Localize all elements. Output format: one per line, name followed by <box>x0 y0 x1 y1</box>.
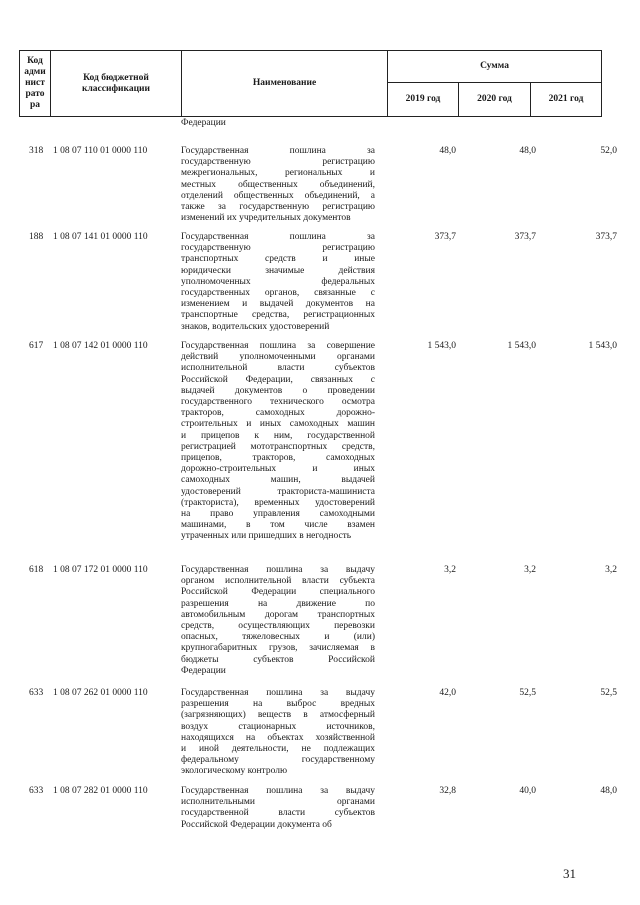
admin-code: 618 <box>29 565 44 575</box>
name-line: удостоверений тракториста-машиниста <box>181 486 375 497</box>
name-line: юридически значимые действия <box>181 265 375 276</box>
name-line: самоходных машин, выдачей <box>181 475 375 486</box>
name-line: органом исполнительной власти субъекта <box>181 576 375 587</box>
value-2019: 42,0 <box>439 688 456 698</box>
name-line: (тракториста), временных удостоверений <box>181 497 375 508</box>
row-name <box>181 565 375 677</box>
name-line: изменений их учредительных документов <box>181 213 351 224</box>
name-line: изменением и выдачей документов на <box>181 299 375 310</box>
name-line: Государственная пошлина за <box>181 146 375 156</box>
budget-code: 1 08 07 172 01 0000 110 <box>53 565 148 575</box>
page-number: 31 <box>563 866 576 881</box>
name-line: на право управления самоходными <box>181 509 375 520</box>
name-line: государственных органов, связанные с <box>181 288 375 299</box>
budget-code: 1 08 07 141 01 0000 110 <box>53 232 148 242</box>
name-line: разрешения на движение по <box>181 598 375 609</box>
name-line: автомобильным дорогам транспортных <box>181 609 375 620</box>
admin-code: 617 <box>29 341 44 351</box>
value-2019: 32,8 <box>439 786 456 796</box>
name-line: Государственная пошлина за совершение <box>181 341 375 351</box>
name-line: Государственная пошлина за выдачу <box>181 565 375 575</box>
header-budget-code: Код бюджетной классификации <box>51 51 182 117</box>
budget-code: 1 08 07 142 01 0000 110 <box>53 341 148 351</box>
row-name <box>181 341 375 543</box>
name-line: государственную регистрацию <box>181 157 375 168</box>
header-name: Наименование <box>182 51 388 117</box>
name-line: тракторов, самоходных дорожно- <box>181 408 375 419</box>
name-line: межрегиональных, региональных и <box>181 168 375 179</box>
value-2020: 1 543,0 <box>507 341 536 351</box>
name-line: действий уполномоченными органами <box>181 352 375 363</box>
name-line: государственную регистрацию <box>181 243 375 254</box>
name-line: Российской Федерации специального <box>181 587 375 598</box>
admin-code: 188 <box>29 232 44 242</box>
name-line: разрешения на выброс вредных <box>181 699 375 710</box>
admin-code: 633 <box>29 688 44 698</box>
name-line: исполнительными органами <box>181 797 375 808</box>
value-2020: 40,0 <box>519 786 536 796</box>
value-2021: 1 543,0 <box>588 341 617 351</box>
value-2021: 52,0 <box>600 146 617 156</box>
name-line: исполнительной власти субъектов <box>181 363 375 374</box>
name-line: опасных, тяжеловесных и (или) <box>181 632 375 643</box>
name-line: местных общественных объединений, <box>181 179 375 190</box>
value-2021: 3,2 <box>605 565 617 575</box>
value-2019: 3,2 <box>444 565 456 575</box>
name-line: выдачей документов о проведении <box>181 385 375 396</box>
name-line: и иной деятельности, не подлежащих <box>181 744 375 755</box>
value-2019: 48,0 <box>439 146 456 156</box>
row-name <box>181 232 375 333</box>
name-line: утраченных или пришедших в негодность <box>181 531 352 542</box>
header-sum: Сумма <box>388 51 602 83</box>
row-name <box>181 146 375 224</box>
name-line: бюджеты субъектов Российской <box>181 654 375 665</box>
name-line: знаков, водительских удостоверений <box>181 321 330 332</box>
header-admin-code: Код адми нист рато ра <box>20 51 51 117</box>
name-line: крупногабаритных грузов, зачисляемая в <box>181 643 375 654</box>
name-line: федеральному государственному <box>181 755 375 766</box>
value-2019: 1 543,0 <box>427 341 456 351</box>
row-name <box>181 688 375 778</box>
name-line: прицепов, тракторов, самоходных <box>181 453 375 464</box>
continuation-text: Федерации <box>181 118 226 128</box>
name-line: Государственная пошлина за <box>181 232 375 242</box>
value-2021: 52,5 <box>600 688 617 698</box>
name-line: дорожно-строительных и иных <box>181 464 375 475</box>
name-line: также за государственную регистрацию <box>181 202 375 213</box>
budget-code: 1 08 07 262 01 0000 110 <box>53 688 148 698</box>
value-2020: 373,7 <box>514 232 536 242</box>
value-2020: 52,5 <box>519 688 536 698</box>
name-line: находящихся на объектах хозяйственной <box>181 732 375 743</box>
admin-code: 318 <box>29 146 44 156</box>
admin-code: 633 <box>29 786 44 796</box>
budget-code: 1 08 07 282 01 0000 110 <box>53 786 148 796</box>
name-line: государственного технического осмотра <box>181 397 375 408</box>
name-line: экологическому контролю <box>181 766 288 777</box>
header-year-2020: 2020 год <box>459 83 531 117</box>
name-line: регистрацией мототранспортных средств, <box>181 441 375 452</box>
name-line: транспортных средств и иные <box>181 254 375 265</box>
name-line: (загрязняющих) веществ в атмосферный <box>181 710 375 721</box>
header-year-2021: 2021 год <box>531 83 602 117</box>
name-line: Федерации <box>181 665 226 676</box>
value-2021: 373,7 <box>595 232 617 242</box>
name-line: строительных и иных самоходных машин <box>181 419 375 430</box>
name-line: средств, осуществляющих перевозки <box>181 621 375 632</box>
name-line: воздух стационарных источников, <box>181 721 375 732</box>
table-header <box>19 50 602 117</box>
name-line: транспортные средства, регистрационных <box>181 310 375 321</box>
name-line: государственной власти субъектов <box>181 808 375 819</box>
name-line: отделений общественных объединений, а <box>181 190 375 201</box>
row-name <box>181 786 375 831</box>
header-year-2019: 2019 год <box>388 83 459 117</box>
name-line: машинами, в том числе взамен <box>181 520 375 531</box>
value-2021: 48,0 <box>600 786 617 796</box>
budget-code: 1 08 07 110 01 0000 110 <box>53 146 148 156</box>
name-line: Российской Федерации документа об <box>181 819 332 830</box>
name-line: Государственная пошлина за выдачу <box>181 688 375 698</box>
name-line: Государственная пошлина за выдачу <box>181 786 375 796</box>
value-2020: 48,0 <box>519 146 536 156</box>
name-line: и прицепов к ним, государственной <box>181 430 375 441</box>
value-2020: 3,2 <box>524 565 536 575</box>
value-2019: 373,7 <box>434 232 456 242</box>
name-line: Российской Федерации, связанных с <box>181 374 375 385</box>
name-line: уполномоченных федеральных <box>181 276 375 287</box>
